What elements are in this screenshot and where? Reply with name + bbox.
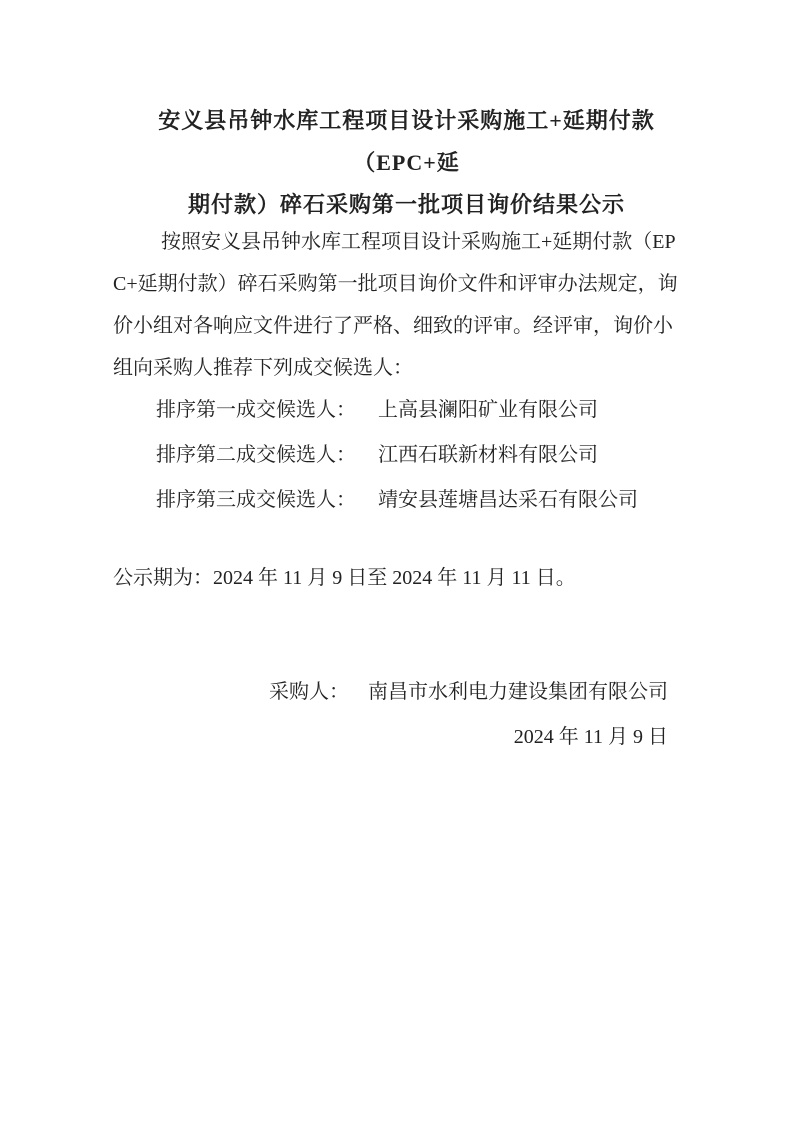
paragraph-line-3: 价小组对各响应文件进行了严格、细致的评审。经评审，询价小 bbox=[113, 315, 673, 337]
publicity-period: 公示期为：2024 年 11 月 9 日至 2024 年 11 月 11 日。 bbox=[113, 567, 576, 589]
candidate-company-name-2: 江西石联新材料有限公司 bbox=[378, 444, 598, 466]
candidate-company-name-3: 靖安县莲塘昌达采石有限公司 bbox=[378, 489, 638, 511]
candidate-row-1 bbox=[156, 388, 716, 433]
candidate-row-2 bbox=[156, 433, 716, 478]
candidate-rank-label-3: 排序第三成交候选人： bbox=[156, 489, 356, 511]
purchaser-line bbox=[269, 670, 668, 715]
document-title bbox=[113, 100, 700, 226]
paragraph-line-4: 组向采购人推荐下列成交候选人： bbox=[113, 357, 413, 379]
candidate-rank-label-1: 排序第一成交候选人： bbox=[156, 399, 356, 421]
title-line-2: 期付款）碎石采购第一批项目询价结果公示 bbox=[187, 192, 625, 217]
title-line-1: 安义县吊钟水库工程项目设计采购施工+延期付款（EPC+延 bbox=[158, 108, 655, 175]
body-paragraph bbox=[113, 221, 713, 389]
purchaser-name: 南昌市水利电力建设集团有限公司 bbox=[368, 681, 668, 703]
paragraph-line-1: 按照安义县吊钟水库工程项目设计采购施工+延期付款（EP bbox=[161, 231, 676, 253]
paragraph-line-2: C+延期付款）碎石采购第一批项目询价文件和评审办法规定，询 bbox=[113, 273, 678, 295]
purchaser-label: 采购人： bbox=[269, 681, 349, 703]
candidate-rank-label-2: 排序第二成交候选人： bbox=[156, 444, 356, 466]
signature-date: 2024 年 11 月 9 日 bbox=[513, 726, 668, 748]
candidate-row-3 bbox=[156, 478, 716, 523]
candidate-company-name-1: 上高县澜阳矿业有限公司 bbox=[378, 399, 598, 421]
candidate-list bbox=[156, 388, 716, 523]
signature-block bbox=[269, 670, 668, 760]
